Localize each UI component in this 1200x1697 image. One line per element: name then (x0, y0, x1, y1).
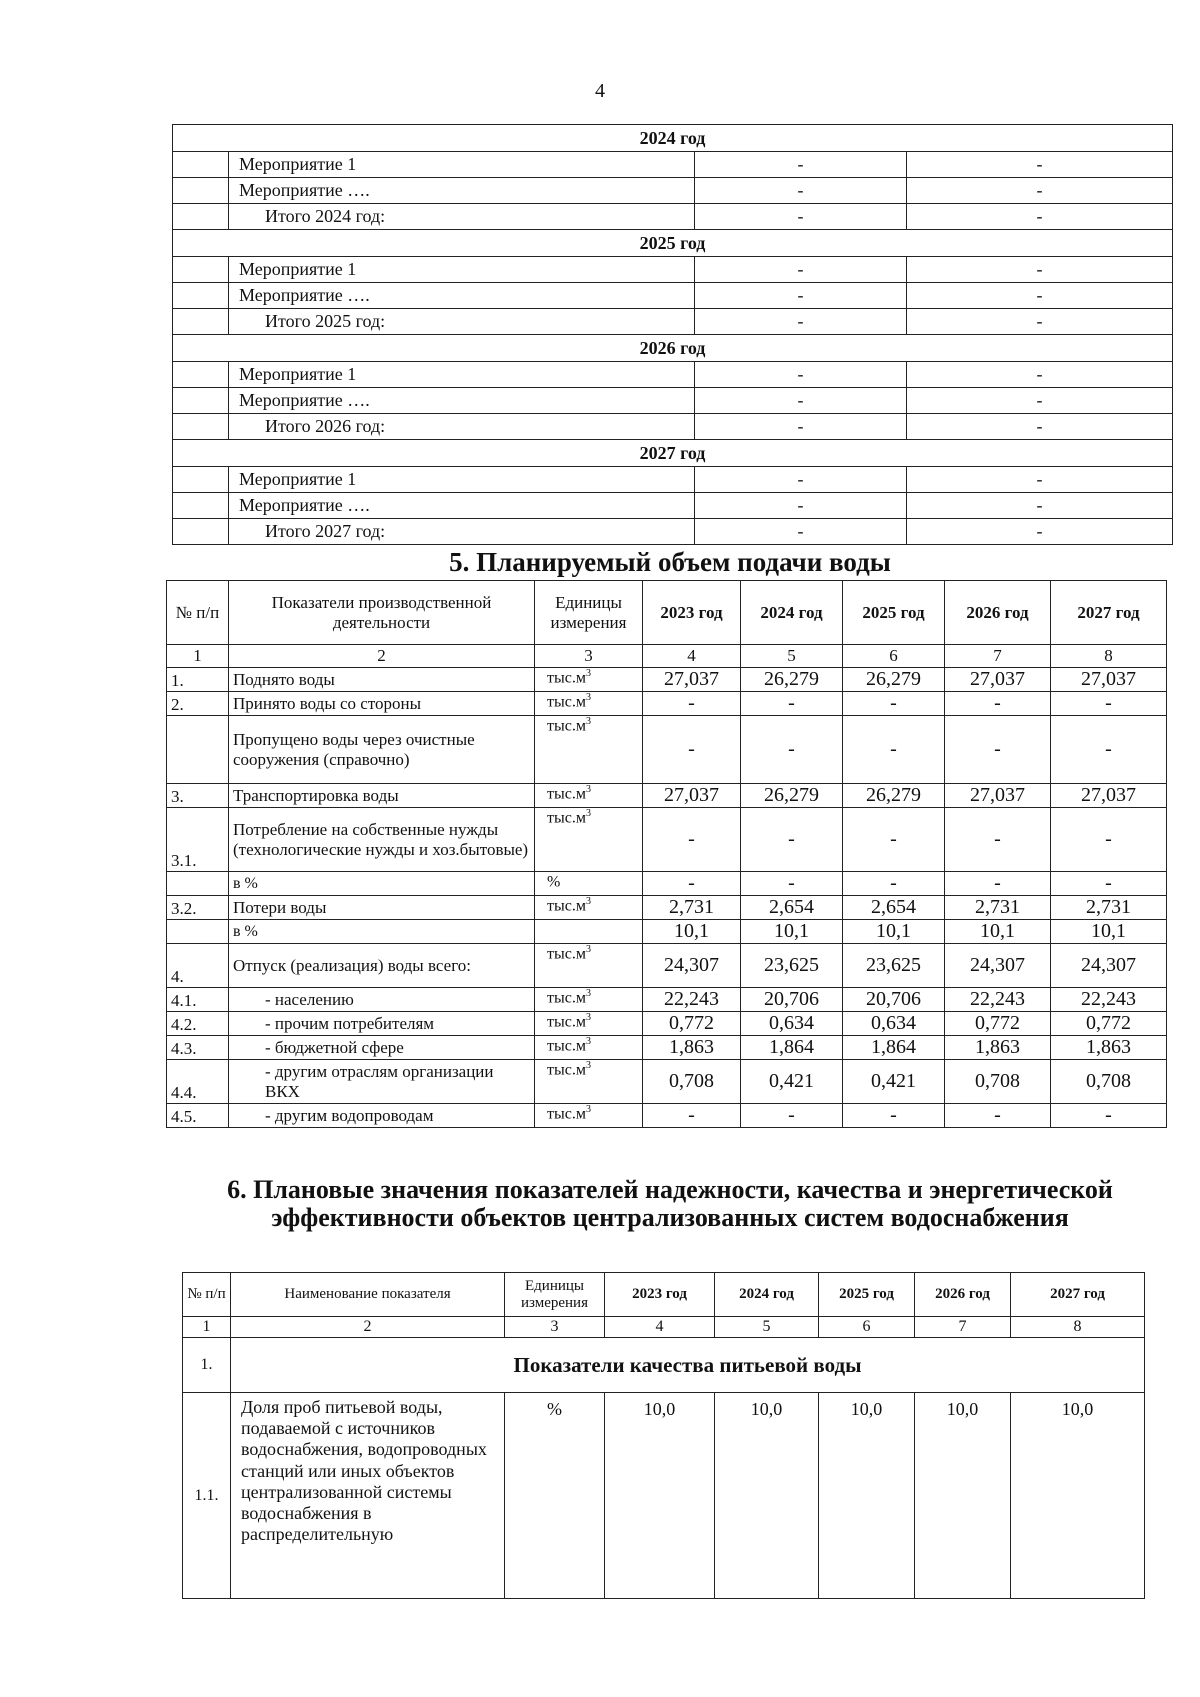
value-2023: - (643, 716, 741, 784)
indicator-name: Транспортировка воды (229, 784, 535, 808)
measure-name: Мероприятие 1 (229, 467, 695, 493)
measure-value-1: - (695, 309, 907, 335)
supply-row (167, 944, 1167, 988)
value-2025: - (843, 808, 945, 872)
measure-value-2: - (907, 414, 1173, 440)
value-2026: - (945, 1104, 1051, 1128)
value-2024: - (741, 808, 843, 872)
value-2026: 22,243 (945, 988, 1051, 1012)
measure-row (173, 388, 1173, 414)
col-index: 2 (229, 645, 535, 668)
value-2026: 2,731 (945, 896, 1051, 920)
column-index-row (167, 645, 1167, 668)
value-2026: - (945, 808, 1051, 872)
col-header-2024: 2024 год (715, 1273, 819, 1317)
measure-total-label: Итого 2024 год: (229, 204, 695, 230)
col-header-2027: 2027 год (1051, 581, 1167, 645)
supply-row (167, 896, 1167, 920)
unit-cell: % (505, 1393, 605, 1599)
unit-exponent: 3 (585, 716, 591, 727)
value-2025: 23,625 (843, 944, 945, 988)
column-index-row (183, 1317, 1145, 1338)
group-number: 1. (183, 1338, 231, 1393)
measure-row (173, 493, 1173, 519)
indicator-name: в % (229, 872, 535, 896)
year-label: 2024 год (173, 125, 1173, 152)
unit-cell (535, 872, 643, 896)
indicator-name: - населению (229, 988, 535, 1012)
value-2024: 10,0 (715, 1393, 819, 1599)
measure-row (173, 519, 1173, 545)
measure-total-label: Итого 2027 год: (229, 519, 695, 545)
indicator-name: Потери воды (229, 896, 535, 920)
row-number: 1.1. (183, 1393, 231, 1599)
measure-row (173, 283, 1173, 309)
measure-value-1: - (695, 493, 907, 519)
measure-value-2: - (907, 283, 1173, 309)
measure-value-2: - (907, 388, 1173, 414)
value-2024: - (741, 692, 843, 716)
value-2023: - (643, 872, 741, 896)
indicator-name: Поднято воды (229, 668, 535, 692)
measure-name: Мероприятие 1 (229, 152, 695, 178)
row-number: 4.1. (167, 988, 229, 1012)
unit-exponent: 3 (585, 784, 591, 795)
row-number: 4.5. (167, 1104, 229, 1128)
unit-cell (535, 716, 643, 784)
measure-value-2: - (907, 152, 1173, 178)
measure-num (173, 178, 229, 204)
supply-row (167, 1012, 1167, 1036)
indicator-name: Принято воды со стороны (229, 692, 535, 716)
row-number: 4.2. (167, 1012, 229, 1036)
measure-num (173, 414, 229, 440)
value-2024: 26,279 (741, 668, 843, 692)
value-2025: 1,864 (843, 1036, 945, 1060)
measure-row (173, 467, 1173, 493)
col-index: 1 (167, 645, 229, 668)
unit-cell (535, 920, 643, 944)
value-2025: 10,0 (819, 1393, 915, 1599)
value-2025: - (843, 716, 945, 784)
unit-text: тыс.м (547, 1037, 586, 1055)
unit-exponent: 3 (585, 1036, 591, 1047)
value-2026: 0,772 (945, 1012, 1051, 1036)
indicator-name: Доля проб питьевой воды, подаваемой с источников водоснабжения, водопроводных станций или иных объектов централизованной системы водоснабжения в распределительную (231, 1393, 505, 1599)
supply-row (167, 716, 1167, 784)
value-2026: 1,863 (945, 1036, 1051, 1060)
row-number (167, 716, 229, 784)
value-2027: 27,037 (1051, 668, 1167, 692)
col-header-indicator: Показатели производственной деятельности (229, 581, 535, 645)
value-2023: - (643, 692, 741, 716)
value-2023: 10,1 (643, 920, 741, 944)
value-2023: 2,731 (643, 896, 741, 920)
measure-value-2: - (907, 467, 1173, 493)
year-label: 2026 год (173, 335, 1173, 362)
unit-exponent: 3 (585, 668, 591, 679)
unit-exponent: 3 (585, 1104, 591, 1115)
value-2027: 2,731 (1051, 896, 1167, 920)
value-2027: 0,772 (1051, 1012, 1167, 1036)
row-number: 4. (167, 944, 229, 988)
value-2027: 1,863 (1051, 1036, 1167, 1060)
col-header-2023: 2023 год (643, 581, 741, 645)
unit-exponent: 3 (585, 1060, 591, 1071)
col-index: 7 (915, 1317, 1011, 1338)
measure-row (173, 178, 1173, 204)
measure-value-1: - (695, 414, 907, 440)
row-number: 4.4. (167, 1060, 229, 1104)
value-2024: 23,625 (741, 944, 843, 988)
measure-value-1: - (695, 152, 907, 178)
value-2026: 24,307 (945, 944, 1051, 988)
measure-value-1: - (695, 178, 907, 204)
col-index: 3 (505, 1317, 605, 1338)
measure-value-2: - (907, 204, 1173, 230)
year-label: 2027 год (173, 440, 1173, 467)
measure-value-2: - (907, 493, 1173, 519)
supply-row (167, 872, 1167, 896)
value-2023: 27,037 (643, 668, 741, 692)
value-2027: 22,243 (1051, 988, 1167, 1012)
year-header-row (173, 440, 1173, 467)
value-2027: - (1051, 716, 1167, 784)
col-index: 5 (741, 645, 843, 668)
indicator-name: - другим водопроводам (229, 1104, 535, 1128)
unit-text: тыс.м (547, 1105, 586, 1123)
value-2024: 0,421 (741, 1060, 843, 1104)
value-2024: 1,864 (741, 1036, 843, 1060)
measure-name: Мероприятие …. (229, 493, 695, 519)
row-number: 1. (167, 668, 229, 692)
measure-total-label: Итого 2025 год: (229, 309, 695, 335)
col-header-2026: 2026 год (915, 1273, 1011, 1317)
unit-text: тыс.м (547, 989, 586, 1007)
col-index: 4 (643, 645, 741, 668)
value-2024: - (741, 716, 843, 784)
year-header-row (173, 335, 1173, 362)
measure-row (173, 204, 1173, 230)
value-2026: 27,037 (945, 668, 1051, 692)
col-index: 8 (1051, 645, 1167, 668)
year-header-row (173, 125, 1173, 152)
value-2026: - (945, 716, 1051, 784)
col-index: 5 (715, 1317, 819, 1338)
value-2025: - (843, 1104, 945, 1128)
unit-exponent: 3 (585, 944, 591, 955)
measure-num (173, 362, 229, 388)
measure-num (173, 204, 229, 230)
value-2025: 26,279 (843, 668, 945, 692)
value-2025: 20,706 (843, 988, 945, 1012)
value-2027: - (1051, 1104, 1167, 1128)
page-number: 4 (595, 80, 605, 102)
unit-cell (535, 896, 643, 920)
value-2024: 2,654 (741, 896, 843, 920)
measure-value-1: - (695, 257, 907, 283)
measure-value-2: - (907, 257, 1173, 283)
col-header-2023: 2023 год (605, 1273, 715, 1317)
measure-num (173, 388, 229, 414)
measure-name: Мероприятие …. (229, 388, 695, 414)
col-header-num: № п/п (183, 1273, 231, 1317)
unit-exponent: 3 (585, 808, 591, 819)
value-2027: - (1051, 872, 1167, 896)
measure-value-2: - (907, 178, 1173, 204)
row-number: 3. (167, 784, 229, 808)
col-index: 6 (843, 645, 945, 668)
measure-value-1: - (695, 283, 907, 309)
indicator-name: Отпуск (реализация) воды всего: (229, 944, 535, 988)
supply-row (167, 808, 1167, 872)
row-number (167, 920, 229, 944)
measure-num (173, 493, 229, 519)
value-2024: 0,634 (741, 1012, 843, 1036)
unit-text: тыс.м (547, 945, 586, 963)
indicator-name: в % (229, 920, 535, 944)
unit-exponent: 3 (585, 1012, 591, 1023)
col-index: 1 (183, 1317, 231, 1338)
unit-text: тыс.м (547, 693, 586, 711)
value-2023: - (643, 808, 741, 872)
indicator-name: - другим отраслям организации ВКХ (229, 1060, 535, 1104)
value-2023: 10,0 (605, 1393, 715, 1599)
value-2023: 24,307 (643, 944, 741, 988)
unit-text: тыс.м (547, 1013, 586, 1031)
unit-text: тыс.м (547, 669, 586, 687)
col-header-unit: Единицы измерения (505, 1273, 605, 1317)
measure-name: Мероприятие 1 (229, 362, 695, 388)
value-2027: 24,307 (1051, 944, 1167, 988)
supply-row (167, 1036, 1167, 1060)
measure-name: Мероприятие …. (229, 283, 695, 309)
value-2026: 27,037 (945, 784, 1051, 808)
value-2025: 2,654 (843, 896, 945, 920)
unit-cell (535, 668, 643, 692)
measure-value-1: - (695, 362, 907, 388)
unit-cell (535, 784, 643, 808)
col-header-2024: 2024 год (741, 581, 843, 645)
indicator-name: Потребление на собственные нужды (технологические нужды и хоз.бытовые) (229, 808, 535, 872)
value-2026: - (945, 872, 1051, 896)
col-index: 8 (1011, 1317, 1145, 1338)
col-header-2026: 2026 год (945, 581, 1051, 645)
unit-cell (535, 1012, 643, 1036)
col-header-unit: Единицы измерения (535, 581, 643, 645)
supply-row (167, 784, 1167, 808)
value-2026: - (945, 692, 1051, 716)
row-number: 3.2. (167, 896, 229, 920)
measure-row (173, 362, 1173, 388)
value-2023: - (643, 1104, 741, 1128)
measure-value-2: - (907, 519, 1173, 545)
section-6-title: 6. Плановые значения показателей надежности, качества и энергетической эффективности объектов централизованных систем водоснабжения (227, 1175, 1113, 1233)
row-number: 3.1. (167, 808, 229, 872)
col-index: 2 (231, 1317, 505, 1338)
value-2027: 27,037 (1051, 784, 1167, 808)
supply-row (167, 692, 1167, 716)
supply-row (167, 920, 1167, 944)
unit-exponent: 3 (585, 692, 591, 703)
col-index: 3 (535, 645, 643, 668)
group-row (183, 1338, 1145, 1393)
value-2026: 10,0 (915, 1393, 1011, 1599)
unit-cell (535, 808, 643, 872)
measure-row (173, 152, 1173, 178)
row-number (167, 872, 229, 896)
row-number: 2. (167, 692, 229, 716)
water-supply-table (166, 580, 1167, 1128)
measures-table (172, 124, 1173, 545)
measure-value-2: - (907, 362, 1173, 388)
indicator-row (183, 1393, 1145, 1599)
value-2023: 0,772 (643, 1012, 741, 1036)
supply-row (167, 668, 1167, 692)
unit-cell (535, 692, 643, 716)
unit-cell (535, 988, 643, 1012)
measure-value-1: - (695, 388, 907, 414)
value-2026: 10,1 (945, 920, 1051, 944)
unit-cell (535, 1104, 643, 1128)
value-2027: 10,0 (1011, 1393, 1145, 1599)
measure-value-1: - (695, 467, 907, 493)
col-index: 6 (819, 1317, 915, 1338)
value-2025: 0,421 (843, 1060, 945, 1104)
unit-exponent: 3 (585, 988, 591, 999)
unit-text: % (547, 873, 561, 891)
value-2025: 26,279 (843, 784, 945, 808)
measure-num (173, 467, 229, 493)
indicators-table (182, 1272, 1145, 1599)
measure-row (173, 257, 1173, 283)
col-header-indicator-name: Наименование показателя (231, 1273, 505, 1317)
col-header-2027: 2027 год (1011, 1273, 1145, 1317)
measure-num (173, 283, 229, 309)
unit-cell (535, 1036, 643, 1060)
supply-row (167, 1104, 1167, 1128)
measure-row (173, 414, 1173, 440)
row-number: 4.3. (167, 1036, 229, 1060)
value-2024: - (741, 1104, 843, 1128)
unit-cell (535, 1060, 643, 1104)
value-2025: 0,634 (843, 1012, 945, 1036)
measure-num (173, 309, 229, 335)
unit-exponent: 3 (585, 896, 591, 907)
section-5-title: 5. Планируемый объем подачи воды (449, 547, 891, 577)
col-header-num: № п/п (167, 581, 229, 645)
unit-text: тыс.м (547, 897, 586, 915)
value-2025: - (843, 872, 945, 896)
measure-total-label: Итого 2026 год: (229, 414, 695, 440)
year-header-row (173, 230, 1173, 257)
measure-value-1: - (695, 204, 907, 230)
value-2025: 10,1 (843, 920, 945, 944)
value-2023: 27,037 (643, 784, 741, 808)
value-2023: 1,863 (643, 1036, 741, 1060)
value-2023: 22,243 (643, 988, 741, 1012)
col-header-2025: 2025 год (819, 1273, 915, 1317)
unit-text: тыс.м (547, 717, 586, 735)
col-index: 7 (945, 645, 1051, 668)
unit-text: тыс.м (547, 1061, 586, 1079)
value-2024: 26,279 (741, 784, 843, 808)
col-index: 4 (605, 1317, 715, 1338)
indicator-name: Пропущено воды через очистные сооружения (справочно) (229, 716, 535, 784)
measure-num (173, 519, 229, 545)
value-2024: 20,706 (741, 988, 843, 1012)
measure-name: Мероприятие 1 (229, 257, 695, 283)
year-label: 2025 год (173, 230, 1173, 257)
measure-num (173, 152, 229, 178)
value-2027: 10,1 (1051, 920, 1167, 944)
value-2026: 0,708 (945, 1060, 1051, 1104)
group-title: Показатели качества питьевой воды (231, 1338, 1145, 1393)
unit-text: тыс.м (547, 809, 586, 827)
unit-cell (535, 944, 643, 988)
indicator-name: - прочим потребителям (229, 1012, 535, 1036)
indicator-name: - бюджетной сфере (229, 1036, 535, 1060)
measure-num (173, 257, 229, 283)
col-header-2025: 2025 год (843, 581, 945, 645)
measure-value-2: - (907, 309, 1173, 335)
value-2024: - (741, 872, 843, 896)
supply-row (167, 1060, 1167, 1104)
measure-name: Мероприятие …. (229, 178, 695, 204)
value-2027: - (1051, 692, 1167, 716)
value-2024: 10,1 (741, 920, 843, 944)
value-2023: 0,708 (643, 1060, 741, 1104)
supply-row (167, 988, 1167, 1012)
unit-text: тыс.м (547, 785, 586, 803)
measure-value-1: - (695, 519, 907, 545)
value-2027: - (1051, 808, 1167, 872)
value-2027: 0,708 (1051, 1060, 1167, 1104)
measure-row (173, 309, 1173, 335)
value-2025: - (843, 692, 945, 716)
